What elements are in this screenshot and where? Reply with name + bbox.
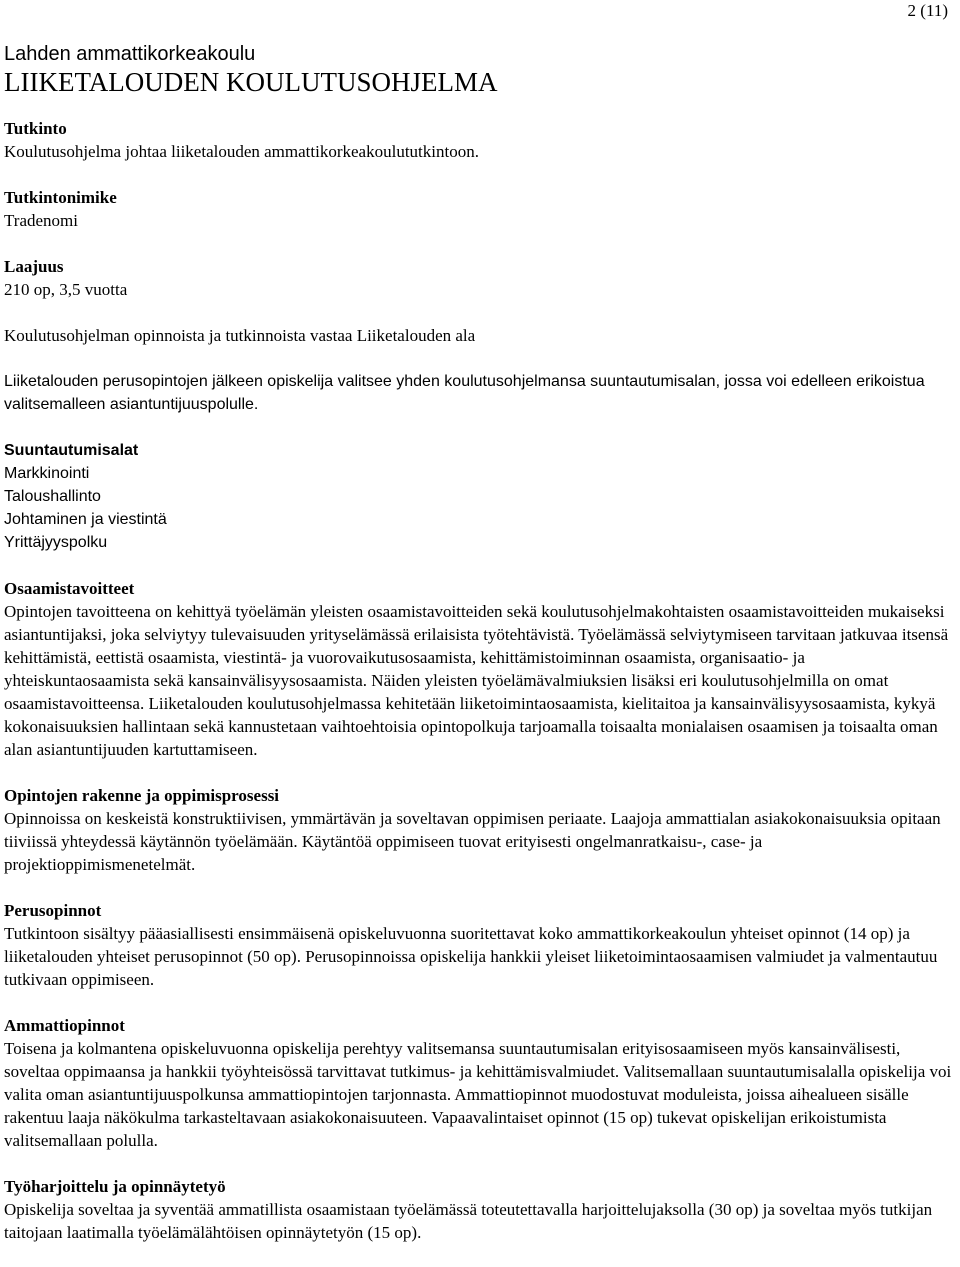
section-text: 210 op, 3,5 vuotta xyxy=(4,280,128,299)
section-text: Tradenomi xyxy=(4,211,78,230)
document-body xyxy=(4,42,954,1267)
section-heading: Työharjoittelu ja opinnäytetyö xyxy=(4,1177,226,1196)
section-tyoharjoittelu xyxy=(4,1175,954,1244)
section-text: Opinnoissa on keskeistä konstruktiivisen, ymmärtävän ja soveltavan oppimisen periaate. Laajoja ammattialan asiakokonaisuuksia opitaan tiiviissä yhteydessä käytännön työelämään. Käytäntöä oppimiseen tuovat erityisesti ongelmanratkaisu-, case- ja projektioppimismenetelmät. xyxy=(4,809,941,874)
list-item: Yrittäjyyspolku xyxy=(4,534,108,551)
section-valinta xyxy=(4,370,954,416)
program-title: LIIKETALOUDEN KOULUTUSOHJELMA xyxy=(4,67,498,97)
list-item: Johtaminen ja viestintä xyxy=(4,511,167,528)
section-rakenne xyxy=(4,784,954,876)
page-number: 2 (11) xyxy=(907,1,948,20)
section-osaamistavoitteet xyxy=(4,577,954,761)
specialization-list xyxy=(4,462,954,554)
section-suuntautumisalat xyxy=(4,439,954,554)
section-tutkintonimike xyxy=(4,186,954,232)
section-text: Opintojen tavoitteena on kehittyä työelämän yleisten osaamistavoitteiden sekä koulutusohjelmakohtaisten osaamistavoitteiden mukaiseksi asiantuntijaksi, joka selviytyy tulevaisuuden yrityselämässä erilaisista työtehtävistä. Työelämässä selviytymiseen tarvitaan jatkuvaa itsensä kehittämistä, eettistä osaamista, viestintä- ja vuorovaikutusosaamista, kehittämistoiminnan osaamista, organisaatio- ja yhteiskuntaosaamista sekä kansainvälisyysosaamista. Näiden yleisten työelämävalmiuksien lisäksi eri koulutusohjelmilla on omat osaamistavoitteensa. Liiketalouden koulutusohjelmassa kehitetään liiketoimintaosaamista, kielitaitoa ja kansainvälisyysosaamista, kykyä kokonaisuuksien hallintaan sekä kannustetaan vaihtoehtoisia opintopolkuja tarjoamalla toisaalta monialaisen osaamisen ja toisaalta oman alan asiantuntijuuden kartuttamiseen. xyxy=(4,602,949,759)
section-heading: Tutkintonimike xyxy=(4,188,117,207)
section-text: Koulutusohjelman opinnoista ja tutkinnoista vastaa Liiketalouden ala xyxy=(4,326,476,345)
section-text: Liiketalouden perusopintojen jälkeen opiskelija valitsee yhden koulutusohjelmansa suuntautumisalan, jossa voi edelleen erikoistua valitsemalleen asiantuntijuuspolulle. xyxy=(4,373,925,413)
section-text: Opiskelija soveltaa ja syventää ammatillista osaamistaan työelämässä toteutettavalla harjoittelujaksolla (30 op) ja soveltaa myös tutkijan taitojaan laatimalla työelämälähtöisen opinnäytetyön (15 op). xyxy=(4,1200,933,1242)
section-vastaa xyxy=(4,324,954,347)
section-heading: Laajuus xyxy=(4,257,64,276)
section-perusopinnot xyxy=(4,899,954,991)
organization-name: Lahden ammattikorkeakoulu xyxy=(4,43,256,65)
section-heading: Opintojen rakenne ja oppimisprosessi xyxy=(4,786,280,805)
section-ammattiopinnot xyxy=(4,1014,954,1152)
section-heading: Suuntautumisalat xyxy=(4,442,139,459)
list-item: Markkinointi xyxy=(4,465,90,482)
section-heading: Osaamistavoitteet xyxy=(4,579,135,598)
section-laajuus xyxy=(4,255,954,301)
section-heading: Ammattiopinnot xyxy=(4,1016,125,1035)
section-text: Koulutusohjelma johtaa liiketalouden ammattikorkeakoulututkintoon. xyxy=(4,142,479,161)
section-heading: Perusopinnot xyxy=(4,901,102,920)
list-item: Taloushallinto xyxy=(4,488,101,505)
section-tutkinto xyxy=(4,117,954,163)
section-text: Tutkintoon sisältyy pääasiallisesti ensimmäisenä opiskeluvuonna suoritettavat koko ammattikorkeakoulun yhteiset opinnot (14 op) ja liiketalouden yhteiset perusopinnot (50 op). Perusopinnoissa opiskelija hankkii yleiset liiketoimintaosaamisen valmiudet ja valmentautuu tutkivaan oppimiseen. xyxy=(4,924,938,989)
section-text: Toisena ja kolmantena opiskeluvuonna opiskelija perehtyy valitsemansa suuntautumisalan erityisosaamiseen myös kansainvälisesti, soveltaa oppimaansa ja hankkii työyhteisössä tarvittavat tutkimus- ja kehittämisvalmiudet. Valitsemallaan suuntautumisalalla opiskelija voi valita oman asiantuntijuuspolkunsa ammattiopintojen tarjonnasta. Ammattiopinnot muodostuvat moduleista, joissa aihealueen sisälle rakentuu laaja näkökulma tarkasteltavaan asiakokonaisuuteen. Vapaavalintaiset opinnot (15 op) tukevat opiskelijan erikoistumista valitsemallaan polulla. xyxy=(4,1039,952,1150)
section-heading: Tutkinto xyxy=(4,119,67,138)
